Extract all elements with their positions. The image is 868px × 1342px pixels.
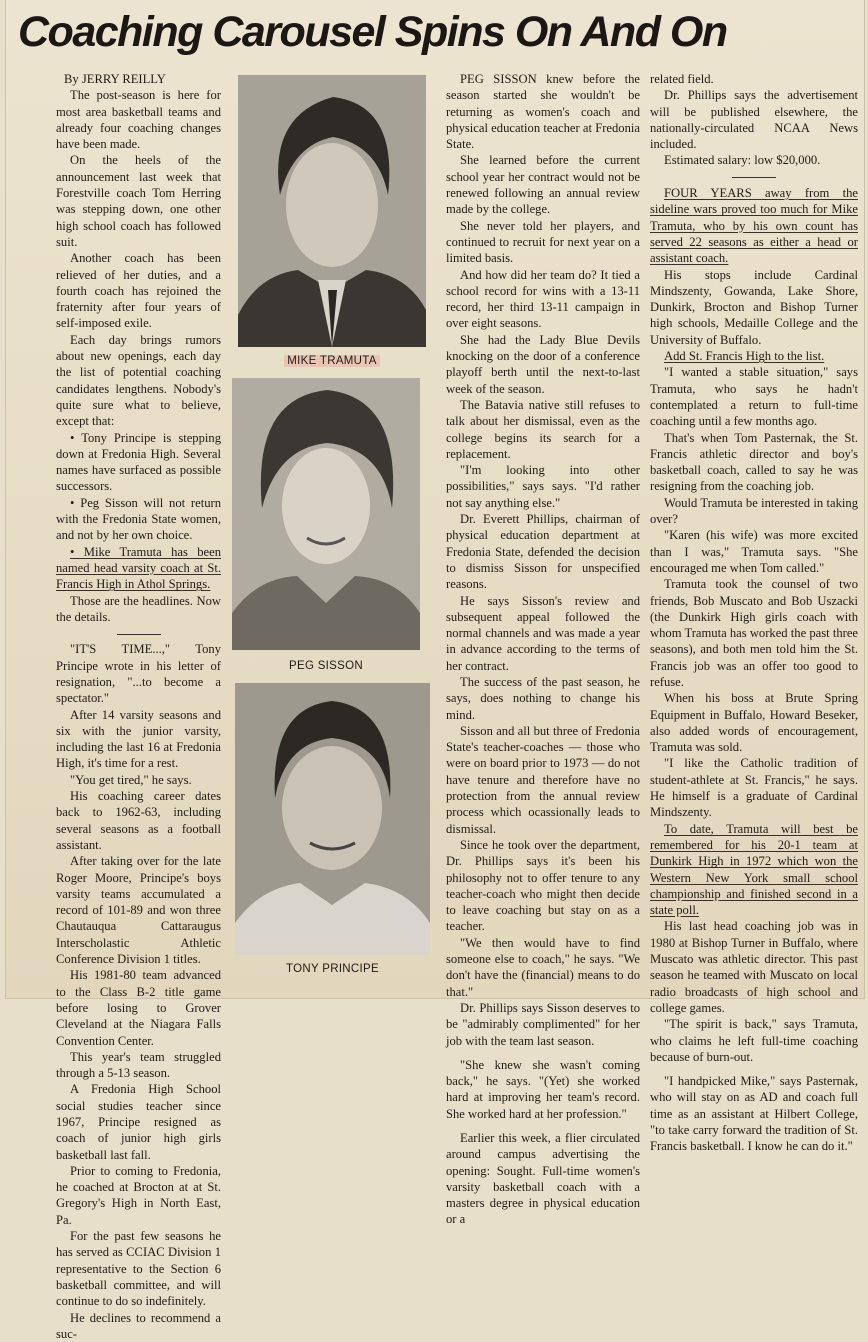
paragraph: This year's team struggled through a 5-13 season. (56, 1049, 221, 1081)
paragraph: Each day brings rumors about new openings, each day the list of potential coaching candidates lengthens. Nobody's quite sure what to believe, except that: (56, 332, 221, 429)
paragraph: The Batavia native still refuses to talk about her dismissal, even as the college begins its search for a replacement. (446, 397, 640, 461)
paragraph: "I like the Catholic tradition of student-athlete at St. Francis," he says. He himself is a graduate of Cardinal Mindszenty. (650, 756, 858, 820)
photo-caption: PEG SISSON (289, 660, 363, 672)
paragraph: When his boss at Brute Spring Equipment in Buffalo, Howard Beseker, also added words of encouragement, Tramuta was sold. (650, 691, 858, 755)
photo-caption: MIKE TRAMUTA (238, 355, 426, 367)
paragraph: "You get tired," he says. (70, 772, 192, 787)
underlined-paragraph: Add St. Francis High to the list. (664, 349, 825, 364)
paragraph: The success of the past season, he says, does nothing to change his mind. (446, 674, 640, 722)
paragraph: "Karen (his wife) was more excited than I was," Tramuta says. "She encouraged me when Tom called." (650, 528, 858, 575)
paragraph: Another coach has been relieved of her duties, and a fourth coach has rejoined the fraternity after four years of self-imposed exile. (56, 251, 221, 331)
paragraph: Earlier this week, a flier circulated around campus advertising the opening: Sought. Full-time women's varsity basketball coach with a masters degree in physical education or a (446, 1131, 640, 1227)
paragraph: A Fredonia High School social studies teacher since 1967, Principe resigned as coach of junior high girls basketball last fall. (56, 1082, 221, 1162)
underlined-paragraph: To date, Tramuta will best be remembered for his 20-1 team at Dunkirk High in 1972 which won the Western New York small school championship and finished second in a state poll. (650, 821, 858, 918)
paragraph: His last head coaching job was in 1980 at Bishop Turner in Buffalo, where Muscato was athletic director. This past season he teamed with Muscato on local radio broadcasts of high school and college games. (650, 919, 858, 1015)
paragraph: Since he took over the department, Dr. Phillips says it's been his philosophy not to offer tenure to any teacher-coach who might then decide to leave coaching but stay on as a teacher. (446, 837, 640, 934)
paragraph: After 14 varsity seasons and six with the junior varsity, including the last 16 at Fredonia High, it's time for a rest. (56, 707, 221, 771)
paragraph: PEG SISSON knew before the season started she wouldn't be returning as women's coach and physical education teacher at Fredonia State. (446, 72, 640, 152)
paragraph: His coaching career dates back to 1962-63, including several seasons as a football assistant. (56, 789, 221, 852)
paragraph: His 1981-80 team advanced to the Class B-2 title game before losing to Grover Cleveland at the Niagara Falls Convention Center. (56, 968, 221, 1048)
paragraph: Would Tramuta be interested in taking over? (650, 495, 858, 527)
photo-tony-principe (235, 683, 430, 955)
paragraph: Prior to coming to Fredonia, he coached at Brocton at at St. Gregory's High in North East, Pa. (56, 1163, 221, 1227)
paragraph: "She knew she wasn't coming back," he says. "(Yet) she worked hard at improving her team's record. She worked hard at her profession." (446, 1057, 640, 1121)
headline: Coaching Carousel Spins On And On (18, 8, 727, 56)
underlined-paragraph: • Mike Tramuta has been named head varsity coach at St. Francis High in Athol Springs. (56, 544, 221, 592)
paragraph: "I'm looking into other possibilities," says says. "I'd rather not say anything else." (446, 463, 640, 510)
paragraph: Tramuta took the counsel of two friends, Bob Muscato and Bob Uszacki (the Dunkirk High girls coach with whom Tramuta has worked the past three seasons), and both men told him the St. Francis job was an offer too good to refuse. (650, 577, 858, 689)
paragraph: And how did her team do? It tied a school record for wins with a 13-11 record, her third 13-11 campaign in over eight seasons. (446, 267, 640, 331)
underlined-paragraph: FOUR YEARS away from the sideline wars proved too much for Mike Tramuta, who by his own count has served 22 seasons as either a head or assistant coach. (650, 186, 858, 266)
paragraph: "IT'S TIME...," Tony Principe wrote in his letter of resignation, "...to become a spectator." (56, 642, 221, 706)
photo-peg-sisson (232, 378, 420, 650)
paragraph: "The spirit is back," says Tramuta, who claims he left full-time coaching because of burn-out. (650, 1017, 858, 1064)
paragraph: Sisson and all but three of Fredonia State's teacher-coaches — those who were on board prior to 1973 — do not have tenure and therefore have no protection from the annual review process which ocassionally leads to dismissal. (446, 723, 640, 836)
photo-mike-tramuta (238, 75, 426, 347)
section-divider (56, 625, 221, 641)
paragraph: After taking over for the late Roger Moore, Principe's boys varsity teams accumulated a record of 101-89 and won three Chautauqua Cattaraugus Interscholastic Athletic Conference Division 1 titles. (56, 854, 221, 967)
paragraph: • Tony Principe is stepping down at Fredonia High. Several names have surfaced as possible successors. (56, 430, 221, 494)
section-divider (650, 169, 858, 185)
article-column-3 (446, 71, 640, 1228)
article-column-4 (650, 71, 858, 1155)
paragraph: Estimated salary: low $20,000. (664, 153, 821, 168)
byline: By JERRY REILLY (64, 72, 166, 86)
photo-caption: TONY PRINCIPE (286, 963, 379, 975)
paragraph: She learned before the current school year her contract would not be renewed following an annual review made by the college. (446, 153, 640, 217)
article-column-1 (56, 71, 221, 1342)
paragraph: He says Sisson's review and subsequent appeal followed the normal channels and was made a year in advance according to the terms of her contract. (446, 593, 640, 673)
paragraph: related field. (650, 72, 714, 86)
paragraph: Dr. Phillips says Sisson deserves to be "admirably complimented" for her job with the team last season. (446, 1000, 640, 1048)
paragraph: That's when Tom Pasternak, the St. Francis athletic director and boy's basketball coach, called to say he was resigning from the coaching job. (650, 430, 858, 494)
paragraph: • Peg Sisson will not return with the Fredonia State women, and not by her own choice. (56, 495, 221, 543)
paragraph: "I handpicked Mike," says Pasternak, who will stay on as AD and coach full time as an assistant at Hilbert College, "to take carry forward the tradition of St. Francis basketball. I know he can do it." (650, 1074, 858, 1154)
paragraph: On the heels of the announcement last week that Forestville coach Tom Herring was stepping down, one other high school coach has followed suit. (56, 153, 221, 249)
paragraph: For the past few seasons he has served as CCIAC Division 1 representative to the Section 6 basketball committee, and will continue to do so indefinitely. (56, 1229, 221, 1309)
paragraph: His stops include Cardinal Mindszenty, Gowanda, Lake Shore, Dunkirk, Brocton and Bishop Turner high schools, Medaille College and the University of Buffalo. (650, 267, 858, 347)
paragraph: "I wanted a stable situation," says Tramuta, who says he hadn't contemplated a return to full-time coaching until a few months ago. (650, 365, 858, 429)
paragraph: She never told her players, and continued to recruit for next year on a limited basis. (446, 218, 640, 266)
paragraph: She had the Lady Blue Devils knocking on the door of a conference playoff berth until the next-to-last week of the season. (446, 332, 640, 396)
paragraph: Dr. Everett Phillips, chairman of physical education department at Fredonia State, defended the decision to dismiss Sisson for unspecified reasons. (446, 512, 640, 592)
paragraph: The post-season is here for most area basketball teams and already four coaching changes have been made. (56, 88, 221, 152)
paragraph: He declines to recommend a suc- (56, 1310, 221, 1341)
paragraph: Dr. Phillips says the advertisement will be published elsewhere, the nationally-circulated NCAA News included. (650, 88, 858, 152)
paragraph: "We then would have to find someone else to coach," he says. "We don't have the (financial) means to do that." (446, 935, 640, 999)
paragraph: Those are the headlines. Now the details. (56, 593, 221, 624)
